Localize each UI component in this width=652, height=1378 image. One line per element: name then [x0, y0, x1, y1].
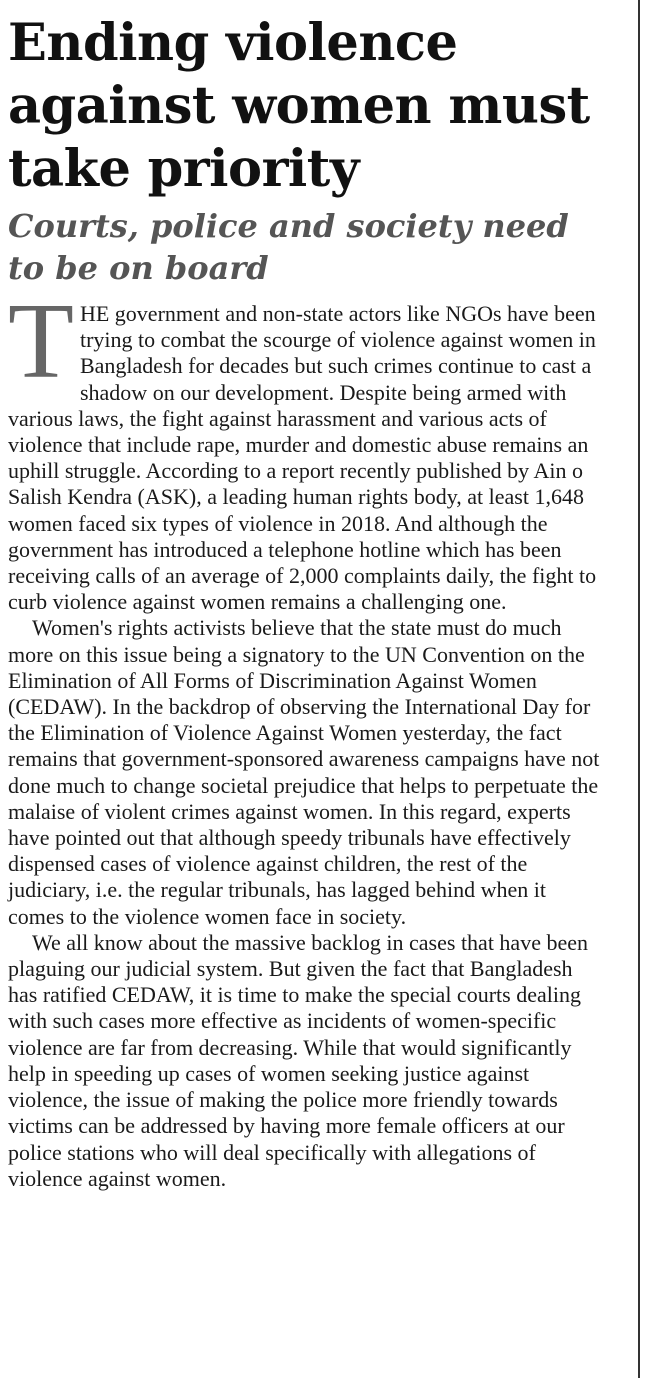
paragraph-3: We all know about the massive backlog in cases that have been plaguing our judicial system. But given the fact that Bangladesh has ratified CEDAW, it is time to make the special courts dealing with such cases more effective as incidents of women-specific violence are far from decreasing. While that would significantly help in speeding up cases of women seeking justice against violence, the issue of making the police more friendly towards victims can be addressed by having more female officers at our police stations who will deal specifically with allegations of violence against women.	[8, 929, 588, 1191]
editorial-article	[8, 12, 600, 1192]
paragraph-2: Women's rights activists believe that the state must do much more on this issue being a signatory to the UN Convention on the Elimination of All Forms of Discrimination Against Women (CEDAW). In the backdrop of observing the International Day for the Elimination of Violence Against Women yesterday, the fact remains that government-sponsored awareness campaigns have not done much to change societal prejudice that helps to perpetuate the malaise of violent crimes against women. In this regard, experts have pointed out that although speedy tribunals have effectively dispensed cases of violence against children, the rest of the judiciary, i.e. the regular tribunals, has lagged behind when it comes to the violence women face in society.	[8, 615, 600, 929]
paragraph-1-text: HE government and non-state actors like NGOs have been trying to combat the scourge of violence against women in Bangladesh for decades but such crimes continue to cast a shadow on our development. Despite being armed with various laws, the fight against harassment and various acts of violence that include rape, murder and domestic abuse remains an uphill struggle. According to a report recently published by Ain o Salish Kendra (ASK), a leading human rights body, at least 1,648 women faced six types of violence in 2018. And although the government has introduced a telephone hotline which has been receiving calls of an average of 2,000 complaints daily, the fight to curb violence against women remains a challenging one.	[8, 301, 597, 615]
paragraph-1	[8, 282, 600, 615]
drop-cap: T	[8, 282, 74, 401]
column-rule	[638, 0, 640, 1378]
article-body	[8, 282, 600, 1192]
headline: Ending violence against women must take priority	[8, 13, 590, 199]
subheadline: Courts, police and society need to be on board	[8, 207, 569, 287]
